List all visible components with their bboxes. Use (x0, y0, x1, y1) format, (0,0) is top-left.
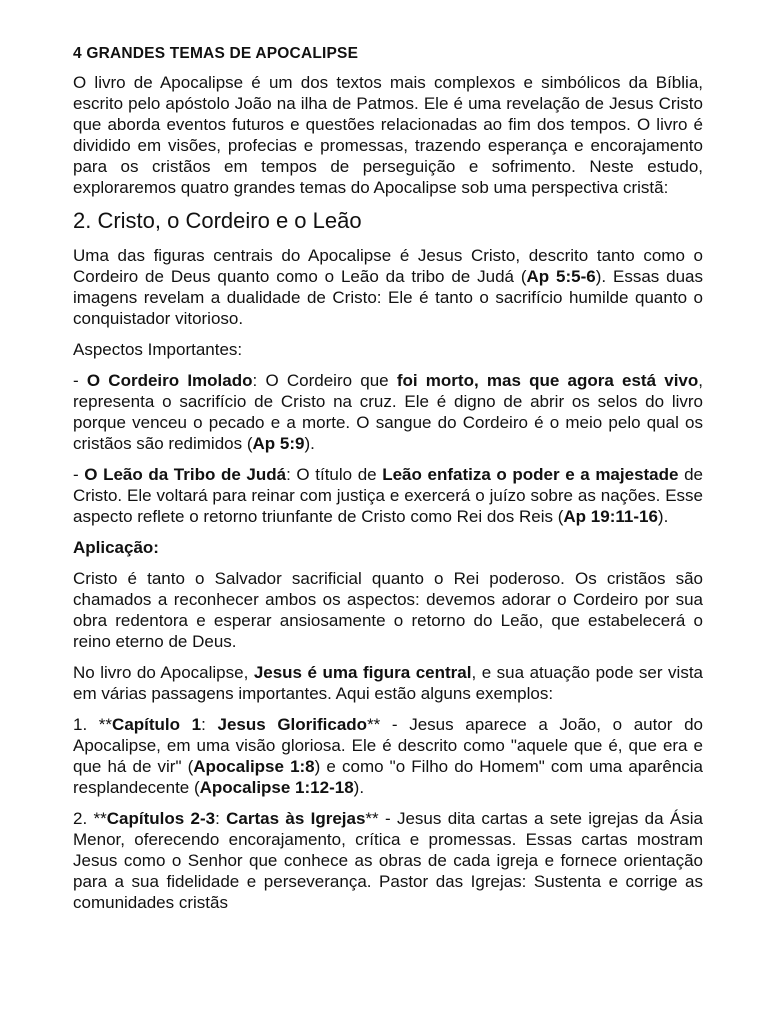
bullet-dash: - (73, 371, 87, 390)
text-run: ). (657, 507, 669, 526)
central-figure-paragraph (73, 662, 703, 704)
text-run: ). Essas duas imagens revelam a dualidade de Cristo: Ele é tanto o sacrifício humilde quanto o conquistador vitorioso. (73, 267, 703, 328)
list-item (73, 714, 703, 798)
chapter-label: Capítulo 1 (112, 715, 202, 734)
text-run: de Cristo. Ele voltará para reinar com justiça e exercerá o juízo sobre as nações. Esse aspecto reflete o retorno triunfante de Cristo como Rei dos Reis ( (73, 465, 703, 526)
text-run: , representa o sacrifício de Cristo na cruz. Ele é digno de abrir os selos do livro porque venceu o pecado e a morte. O sangue do Cordeiro é o meio pelo qual os cristãos são redimidos ( (73, 371, 704, 453)
emphasis-text: Jesus é uma figura central (253, 663, 472, 682)
item-title: Jesus Glorificado (217, 715, 368, 734)
document-title: 4 GRANDES TEMAS DE APOCALIPSE (73, 45, 359, 62)
aspect-term: O Leão da Tribo de Judá (84, 465, 287, 484)
aspect-lion (73, 464, 703, 527)
document-page (73, 40, 703, 923)
text-run: : (201, 715, 218, 734)
text-run: : O Cordeiro que (252, 371, 397, 390)
application-paragraph: Cristo é tanto o Salvador sacrificial quanto o Rei poderoso. Os cristãos são chamados a reconhecer ambos os aspectos: devemos adorar o Cordeiro por sua obra redentora e esperar ansiosamente o retorno do Leão, que estabelecerá o reino eterno de Deus. (73, 569, 703, 651)
text-run: , e sua atuação pode ser vista em várias passagens importantes. Aqui estão alguns exemplos: (73, 663, 703, 703)
application-label-text: Aplicação: (73, 538, 159, 557)
text-run: : (215, 809, 227, 828)
text-run: Uma das figuras centrais do Apocalipse é Jesus Cristo, descrito tanto como o Cordeiro de Deus quanto como o Leão da tribo de Judá ( (73, 246, 703, 286)
section-heading: 2. Cristo, o Cordeiro e o Leão (73, 208, 362, 233)
item-number: 1. ** (73, 715, 113, 734)
lamb-lion-paragraph (73, 245, 703, 329)
bible-reference: Ap 5:9 (252, 434, 305, 453)
bible-reference: Apocalipse 1:8 (193, 757, 315, 776)
emphasis-text: foi morto, mas que agora está vivo (396, 371, 699, 390)
item-number: 2. ** (73, 809, 107, 828)
intro-paragraph: O livro de Apocalipse é um dos textos mais complexos e simbólicos da Bíblia, escrito pelo apóstolo João na ilha de Patmos. Ele é uma revelação de Jesus Cristo que aborda eventos futuros e questões relacionadas ao fim dos tempos. O livro é dividido em visões, profecias e promessas, trazendo esperança e encorajamento para os cristãos em tempos de perseguição e sofrimento. Neste estudo, exploraremos quatro grandes temas do Apocalipse sob uma perspectiva cristã: (73, 73, 703, 197)
text-run: ) e como "o Filho do Homem" com uma aparência resplandecente ( (73, 757, 703, 797)
aspect-lamb (73, 370, 703, 454)
text-run: : O título de (286, 465, 383, 484)
text-run: ). (304, 434, 315, 453)
bible-reference: Ap 19:11-16 (563, 507, 658, 526)
list-item (73, 808, 703, 913)
aspect-term: O Cordeiro Imolado (86, 371, 253, 390)
bible-reference: Apocalipse 1:12-18 (199, 778, 354, 797)
text-run: ** - Jesus dita cartas a sete igrejas da Ásia Menor, oferecendo encorajamento, crítica e promessas. Essas cartas mostram Jesus como o Senhor que conhece as obras de cada igreja e fornece orientação para a sua fidelidade e perseverança. Pastor das Igrejas: Sustenta e corrige as comunidades cristãs (73, 809, 703, 912)
application-label (73, 537, 703, 558)
bullet-dash: - (73, 465, 85, 484)
text-run: No livro do Apocalipse, (73, 663, 254, 682)
text-run: ** - Jesus aparece a João, o autor do Apocalipse, em uma visão gloriosa. Ele é descrito como "aquele que é, que era e que há de vir" ( (73, 715, 703, 776)
bible-reference: Ap 5:5-6 (526, 267, 596, 286)
text-run: ). (353, 778, 365, 797)
emphasis-text: Leão enfatiza o poder e a majestade (382, 465, 679, 484)
chapter-label: Capítulos 2-3 (106, 809, 216, 828)
item-title: Cartas às Igrejas (226, 809, 366, 828)
aspects-label: Aspectos Importantes: (73, 340, 243, 359)
